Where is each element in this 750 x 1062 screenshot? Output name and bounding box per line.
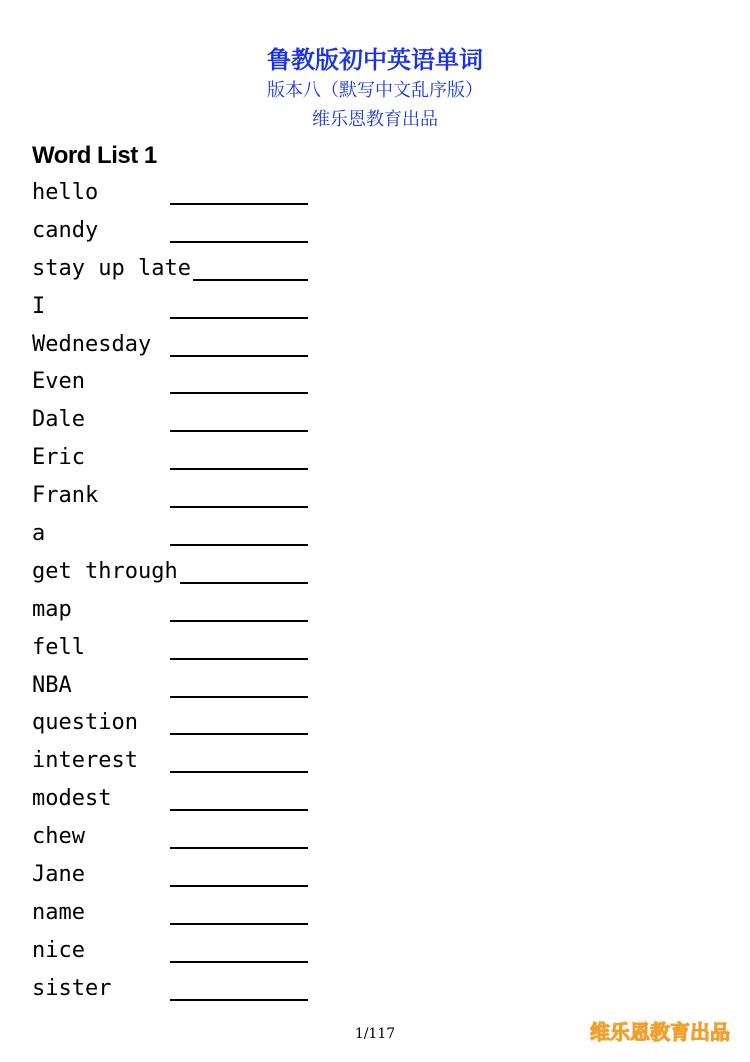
word-text: sister xyxy=(32,975,112,1001)
answer-blank[interactable] xyxy=(170,506,308,508)
document-publisher: 维乐恩教育出品 xyxy=(312,109,438,130)
word-text: Frank xyxy=(32,483,99,509)
word-row xyxy=(32,441,322,479)
word-row xyxy=(32,252,322,290)
page-number: 1/117 xyxy=(354,1026,396,1042)
word-text: Even xyxy=(32,369,85,395)
answer-blank[interactable] xyxy=(170,847,308,849)
answer-blank[interactable] xyxy=(170,961,308,963)
answer-blank[interactable] xyxy=(170,620,308,622)
word-text: candy xyxy=(32,217,99,243)
word-text: hello xyxy=(32,180,99,205)
word-row xyxy=(32,744,322,782)
answer-blank[interactable] xyxy=(193,279,308,281)
answer-blank[interactable] xyxy=(170,999,308,1001)
word-text: Jane xyxy=(32,862,85,888)
word-text: name xyxy=(32,899,85,925)
document-title: 鲁教版初中英语单词 xyxy=(267,46,483,74)
word-text: Eric xyxy=(32,445,85,471)
word-row xyxy=(32,934,322,972)
word-row xyxy=(32,972,322,1010)
word-text: Wednesday xyxy=(32,331,152,357)
answer-blank[interactable] xyxy=(170,355,308,357)
word-row xyxy=(32,669,322,707)
word-list xyxy=(32,176,322,1010)
word-row xyxy=(32,290,322,328)
document-subtitle: 版本八（默写中文乱序版） xyxy=(267,80,483,101)
word-row xyxy=(32,858,322,896)
watermark-logo: 维乐恩教育出品 xyxy=(590,1020,730,1044)
answer-blank[interactable] xyxy=(170,241,308,243)
word-text: stay up late xyxy=(32,255,191,281)
word-row xyxy=(32,782,322,820)
word-row xyxy=(32,555,322,593)
word-row xyxy=(32,593,322,631)
word-text: interest xyxy=(32,748,138,774)
answer-blank[interactable] xyxy=(170,923,308,925)
answer-blank[interactable] xyxy=(170,468,308,470)
word-row xyxy=(32,176,322,214)
word-text: get through xyxy=(32,558,178,584)
word-text: NBA xyxy=(32,672,72,698)
answer-blank[interactable] xyxy=(180,582,308,584)
answer-blank[interactable] xyxy=(170,771,308,773)
answer-blank[interactable] xyxy=(170,809,308,811)
answer-blank[interactable] xyxy=(170,544,308,546)
answer-blank[interactable] xyxy=(170,430,308,432)
word-text: modest xyxy=(32,786,112,812)
word-text: I xyxy=(32,293,46,319)
word-text: Dale xyxy=(32,407,85,433)
answer-blank[interactable] xyxy=(170,733,308,735)
word-row xyxy=(32,631,322,669)
word-text: fell xyxy=(32,634,85,660)
answer-blank[interactable] xyxy=(170,203,308,205)
answer-blank[interactable] xyxy=(170,317,308,319)
word-row xyxy=(32,365,322,403)
word-row xyxy=(32,896,322,934)
answer-blank[interactable] xyxy=(170,392,308,394)
answer-blank[interactable] xyxy=(170,885,308,887)
answer-blank[interactable] xyxy=(170,696,308,698)
word-row xyxy=(32,706,322,744)
word-text: question xyxy=(32,710,138,736)
word-row xyxy=(32,328,322,366)
word-row xyxy=(32,403,322,441)
word-row xyxy=(32,820,322,858)
word-row xyxy=(32,214,322,252)
word-text: chew xyxy=(32,824,85,850)
word-row xyxy=(32,479,322,517)
word-text: nice xyxy=(32,937,85,963)
answer-blank[interactable] xyxy=(170,658,308,660)
word-text: a xyxy=(32,521,46,547)
word-list-title: Word List 1 xyxy=(32,142,157,169)
word-row xyxy=(32,517,322,555)
word-text: map xyxy=(32,596,72,622)
